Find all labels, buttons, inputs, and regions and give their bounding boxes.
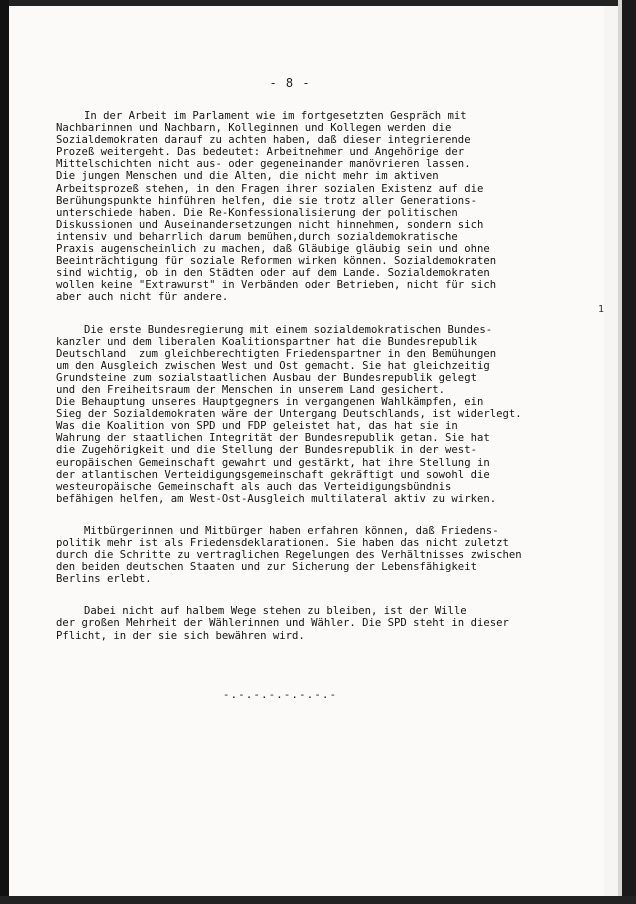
text-line: durch die Schritte zu vertraglichen Regelungen des Verhältnisses zwischen — [56, 549, 522, 562]
section-separator: -.-.-.-.-.-.-.- — [222, 688, 338, 701]
text-line: Berühungspunkte hinführen helfen, die sie trotz aller Generations- — [56, 194, 477, 207]
paragraph — [56, 324, 578, 505]
text-line: unterschiede haben. Die Re-Konfessionalisierung der politischen — [56, 206, 458, 219]
text-line: kanzler und dem liberalen Koalitionspartner hat die Bundesrepublik — [56, 335, 477, 348]
margin-mark: 1 — [598, 304, 605, 315]
text-line: Sieg der Sozialdemokraten wäre der Untergang Deutschlands, ist widerlegt. — [56, 408, 522, 421]
document-body — [56, 110, 578, 662]
text-line: Mittelschichten nicht aus- oder gegeneinander manövrieren lassen. — [56, 158, 471, 171]
text-line: Was die Koalition von SPD und FDP geleistet hat, das hat sie in — [56, 420, 458, 433]
text-line: Beeinträchtigung für soziale Reformen wirken können. Sozialdemokraten — [56, 255, 497, 268]
text-line: den beiden deutschen Staaten und zur Sicherung der Lebensfähigkeit — [56, 561, 477, 574]
text-line: Die jungen Menschen und die Alten, die nicht mehr im aktiven — [56, 170, 439, 183]
text-line: Mitbürgerinnen und Mitbürger haben erfahren können, daß Friedens- — [84, 524, 499, 537]
text-line: intensiv und beharrlich darum bemühen,durch sozialdemokratische — [56, 230, 458, 243]
text-line: Nachbarinnen und Nachbarn, Kolleginnen und Kollegen werden die — [56, 122, 452, 135]
text-line: Deutschland zum gleichberechtigten Friedenspartner in den Bemühungen — [56, 347, 497, 360]
text-line: Praxis augenscheinlich zu machen, daß Gläubige gläubig sein und ohne — [56, 243, 490, 256]
text-line: Diskussionen und Auseinandersetzungen nicht hinnehmen, sondern sich — [56, 218, 484, 231]
paragraph — [56, 605, 578, 641]
text-line: In der Arbeit im Parlament wie im fortgesetzten Gespräch mit — [84, 110, 467, 122]
text-line: der großen Mehrheit der Wählerinnen und Wähler. Die SPD steht in dieser — [56, 617, 509, 630]
paragraph — [56, 525, 578, 585]
text-line: sind wichtig, ob in den Städten oder auf dem Lande. Sozialdemokraten — [56, 267, 490, 280]
text-line: europäischen Gemeinschaft gewahrt und gestärkt, hat ihre Stellung in — [56, 456, 490, 469]
text-line: Berlins erlebt. — [56, 573, 152, 586]
text-line: Dabei nicht auf halbem Wege stehen zu bleiben, ist der Wille — [84, 605, 467, 618]
text-line: und den Freiheitsraum der Menschen in unserem Land gesichert. — [56, 383, 446, 396]
paragraph — [56, 110, 578, 304]
text-line: Pflicht, in der sie sich bewähren wird. — [56, 629, 305, 642]
page-number: - 8 - — [269, 76, 311, 90]
scan-edge-right — [622, 0, 636, 904]
text-line: Sozialdemokraten darauf zu achten haben, daß dieser integrierende — [56, 134, 471, 147]
text-line: Die Behauptung unseres Hauptgegners in vergangenen Wahlkämpfen, ein — [56, 396, 484, 409]
text-line: Die erste Bundesregierung mit einem sozialdemokratischen Bundes- — [84, 323, 493, 336]
scan-edge-bottom — [0, 896, 636, 904]
text-line: die Zugehörigkeit und die Stellung der Bundesrepublik in der west- — [56, 444, 477, 457]
text-line: befähigen helfen, am West-Ost-Ausgleich multilateral aktiv zu wirken. — [56, 492, 497, 505]
text-line: Grundsteine zum sozialstaatlichen Ausbau der Bundesrepublik gelegt — [56, 371, 477, 384]
text-line: Arbeitsprozeß stehen, in den Fragen ihrer sozialen Existenz auf die — [56, 182, 484, 195]
text-line: aber auch nicht für andere. — [56, 291, 229, 304]
text-line: politik mehr ist als Friedensdeklarationen. Sie haben das nicht zuletzt — [56, 537, 509, 549]
text-line: um den Ausgleich zwischen West und Ost gemacht. Sie hat gleichzeitig — [56, 359, 490, 372]
text-line: westeuropäische Gemeinschaft als auch das Verteidigungsbündnis — [56, 480, 452, 493]
scan-edge-left — [0, 0, 9, 904]
text-line: wollen keine "Extrawurst" in Verbänden oder Betrieben, nicht für sich — [56, 279, 497, 292]
text-line: Wahrung der staatlichen Integrität der Bundesrepublik getan. Sie hat — [56, 432, 490, 445]
text-line: Prozeß weitergeht. Das bedeutet: Arbeitnehmer und Angehörige der — [56, 146, 465, 159]
text-line: der atlantischen Verteidigungsgemeinschaft gekräftigt und sowohl die — [56, 468, 490, 481]
